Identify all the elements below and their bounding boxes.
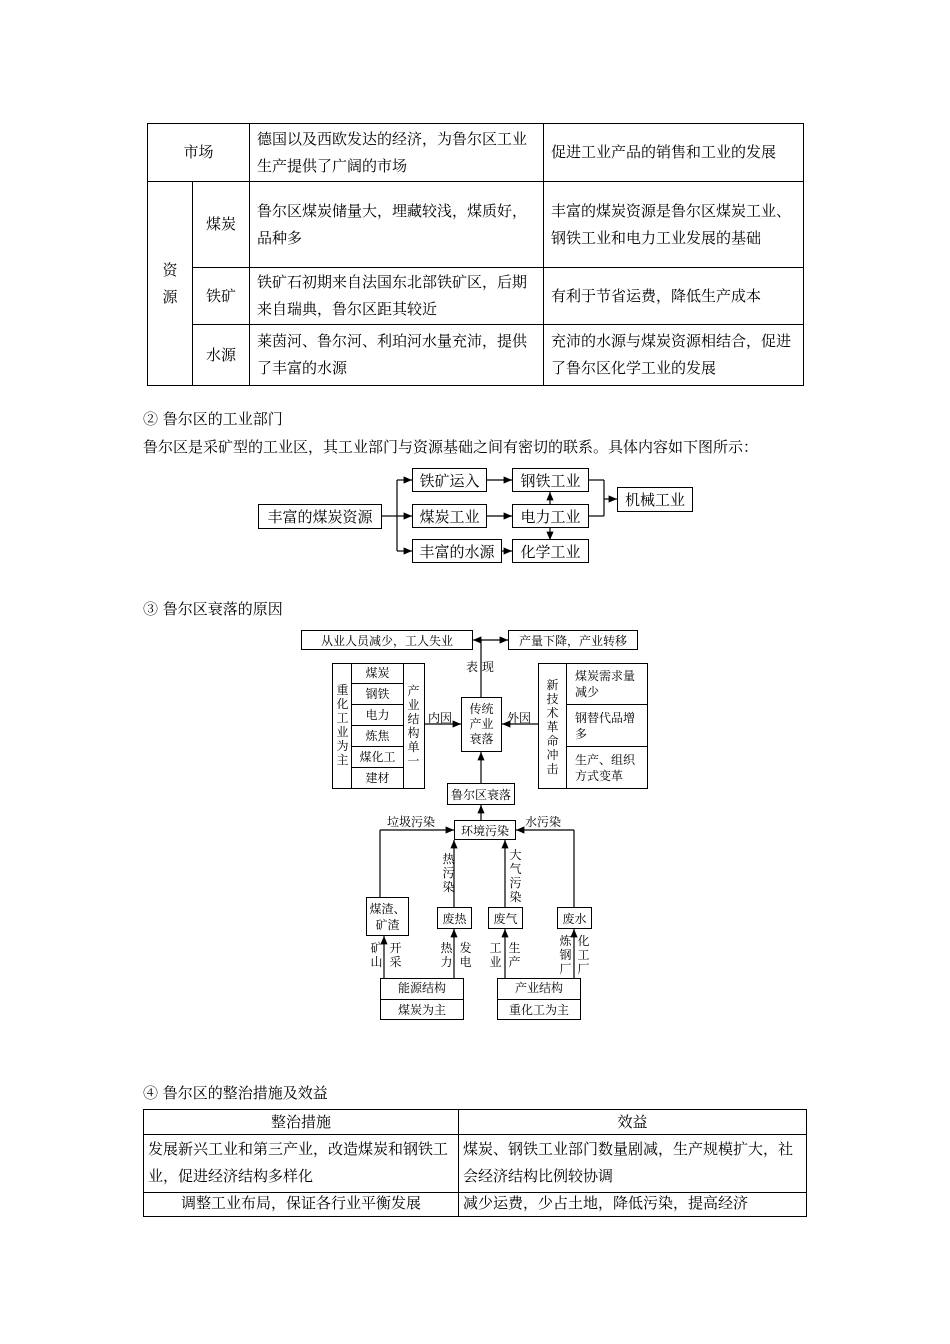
benefit-cell: 减少运费，少占土地，降低污染，提高经济 (459, 1193, 807, 1217)
label-produce: 生产 (508, 941, 521, 969)
label-neiyin: 内因 (428, 711, 453, 725)
box-slag: 煤渣、矿渣 (366, 897, 409, 936)
resource-table (147, 123, 804, 386)
label-waiyin: 外因 (507, 711, 532, 725)
row-effect: 有利于节省运费，降低生产成本 (544, 268, 804, 325)
energy-line1: 能源结构 (381, 978, 463, 1000)
label-thermal: 热力 (440, 941, 453, 969)
row-effect: 充沛的水源与煤炭资源相结合，促进了鲁尔区化学工业的发展 (544, 325, 804, 386)
left-item: 煤炭 (352, 663, 403, 684)
market-effect: 促进工业产品的销售和工业的发展 (544, 124, 804, 182)
col-header: 整治措施 (144, 1110, 459, 1135)
left-item: 炼焦 (352, 726, 403, 747)
box-waste-gas: 废气 (488, 907, 523, 929)
row-condition: 鲁尔区煤炭储量大，埋藏较浅，煤质好，品种多 (250, 182, 544, 268)
left-item: 钢铁 (352, 684, 403, 705)
col-header: 效益 (459, 1110, 807, 1135)
row-label: 煤炭 (193, 182, 250, 268)
label-biaoxian: 表 现 (466, 660, 494, 674)
left-items (352, 663, 403, 789)
section-heading: ② 鲁尔区的工业部门 (143, 410, 283, 428)
market-label: 市场 (148, 124, 250, 182)
label-air-pol: 大气污染 (509, 848, 522, 904)
row-label: 水源 (193, 325, 250, 386)
label-smelt: 炼钢厂 (559, 934, 572, 976)
right-item: 生产、组织方式变革 (575, 753, 636, 783)
left-item: 建材 (365, 771, 390, 785)
box-center: 传统产业衰落 (461, 697, 502, 752)
right-item: 钢替代品增多 (567, 705, 648, 747)
right-items (567, 663, 648, 789)
row-label: 铁矿 (193, 268, 250, 325)
industry-line1: 产业结构 (498, 978, 580, 1000)
right-item: 煤炭需求量减少 (567, 663, 648, 705)
label-heat-pol: 热污染 (442, 852, 455, 894)
left-item: 煤化工 (352, 747, 403, 768)
measure-cell: 调整工业布局，保证各行业平衡发展 (144, 1193, 459, 1217)
label-garbage: 垃圾污染 (387, 815, 436, 829)
resource-label: 资源 (148, 182, 193, 386)
row-condition: 铁矿石初期来自法国东北部铁矿区，后期来自瑞典，鲁尔区距其较近 (250, 268, 544, 325)
box-decline: 鲁尔区衰落 (447, 783, 515, 805)
box-energy (380, 978, 464, 1020)
section-heading: ④ 鲁尔区的整治措施及效益 (143, 1084, 328, 1102)
box-iron-in: 铁矿运入 (412, 468, 487, 492)
box-coal-resource: 丰富的煤炭资源 (258, 504, 382, 529)
row-condition: 莱茵河、鲁尔河、利珀河水量充沛，提供了丰富的水源 (250, 325, 544, 386)
box-unemployment: 从业人员减少，工人失业 (301, 630, 473, 650)
box-power: 电力工业 (512, 504, 589, 528)
right-title: 新技术革命冲击 (546, 678, 559, 776)
box-chem: 化学工业 (512, 539, 589, 563)
box-industry-struct (497, 978, 581, 1020)
measures-table (143, 1109, 807, 1217)
left-mid: 产业结构单一 (407, 684, 420, 768)
box-coal-industry: 煤炭工业 (412, 504, 487, 528)
label-water-pol: 水污染 (525, 815, 562, 829)
box-waste-heat: 废热 (437, 907, 472, 929)
industry-line2: 重化工为主 (508, 1003, 569, 1017)
label-chemf: 化工厂 (577, 934, 590, 976)
box-water: 丰富的水源 (412, 539, 502, 563)
left-item: 电力 (352, 705, 403, 726)
section-text: 鲁尔区是采矿型的工业区，其工业部门与资源基础之间有密切的联系。具体内容如下图所示： (143, 438, 759, 456)
market-condition: 德国以及西欧发达的经济，为鲁尔区工业生产提供了广阔的市场 (250, 124, 544, 182)
label-industry: 工业 (489, 941, 502, 969)
label-mine: 矿山 (370, 941, 383, 969)
benefit-cell: 煤炭、钢铁工业部门数量剧减，生产规模扩大，社会经济结构比例较协调 (459, 1135, 807, 1193)
label-mining: 开采 (389, 941, 402, 969)
box-machine: 机械工业 (617, 487, 693, 512)
label-gen: 发电 (459, 941, 472, 969)
row-effect: 丰富的煤炭资源是鲁尔区煤炭工业、钢铁工业和电力工业发展的基础 (544, 182, 804, 268)
box-steel: 钢铁工业 (512, 468, 589, 492)
box-waste-water: 废水 (557, 907, 592, 929)
measure-cell: 发展新兴工业和第三产业，改造煤炭和钢铁工业，促进经济结构多样化 (144, 1135, 459, 1193)
box-output-decline: 产量下降，产业转移 (508, 630, 638, 650)
section-heading: ③ 鲁尔区衰落的原因 (143, 600, 283, 618)
box-env: 环境污染 (454, 820, 516, 840)
energy-line2: 煤炭为主 (397, 1003, 446, 1017)
left-title: 重化工业为主 (336, 683, 349, 767)
